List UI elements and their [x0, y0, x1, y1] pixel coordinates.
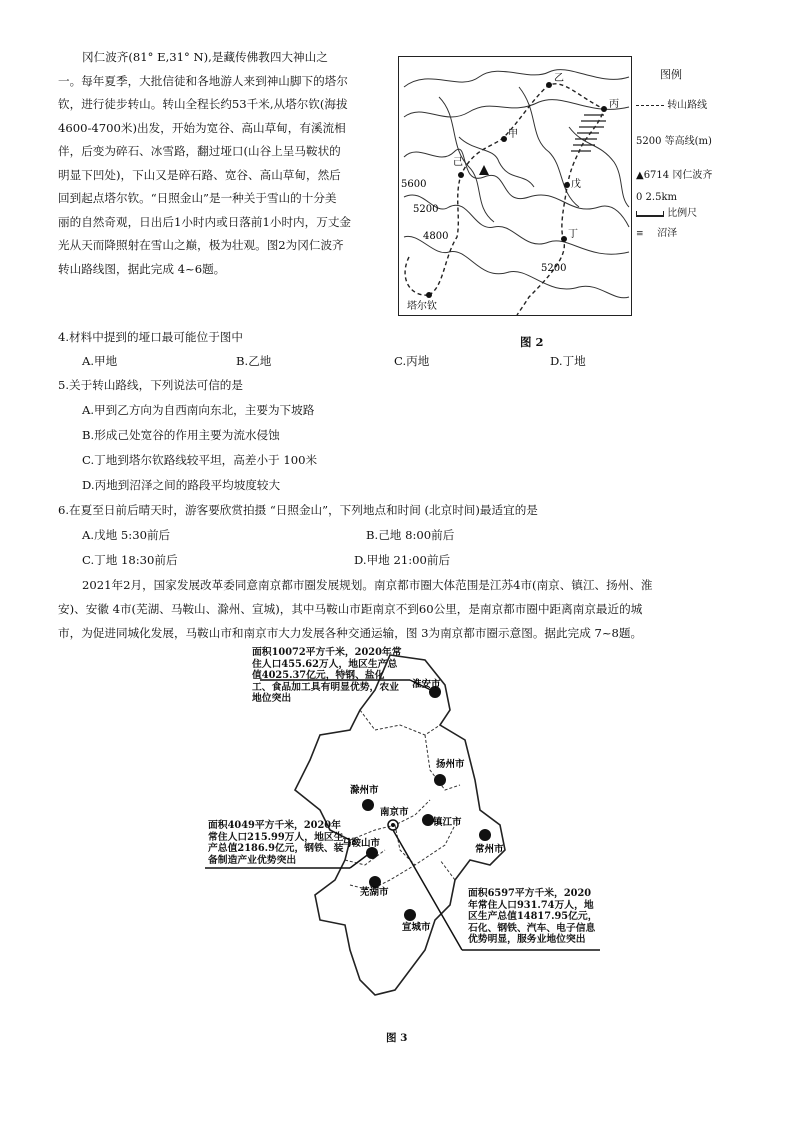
passage-line: 钦，进行徒步转山。转山全程长约53千米,从塔尔钦(海拔 [58, 97, 348, 111]
legend-route [636, 96, 707, 111]
contour-line [519, 87, 579, 207]
city-label-changzhou: 常州市 [475, 844, 504, 855]
contour-label: 5600 [401, 179, 427, 190]
city-dot-xuancheng [404, 909, 416, 921]
contour-line [404, 149, 629, 227]
contour-label: 5200 [541, 263, 567, 274]
legend-contour: 5200 等高线(m) [636, 136, 712, 147]
swamp-symbol [571, 115, 606, 151]
question-5-stem: 5.关于转山路线，下列说法可信的是 [58, 378, 243, 392]
legend-title: 图例 [660, 68, 682, 81]
pilgrimage-route [405, 84, 604, 315]
point-wu [564, 182, 570, 188]
point-ding [561, 236, 567, 242]
city-dot-yangzhou [434, 774, 446, 786]
q5-option-d: D.丙地到沼泽之间的路段平均坡度较大 [82, 478, 281, 492]
city-label-chuzhou: 滁州市 [350, 785, 379, 796]
nanjing-metro-map [200, 647, 600, 1030]
figure-3-caption: 图 3 [386, 1032, 408, 1044]
map-legend [636, 66, 766, 239]
point-ji [458, 172, 464, 178]
route-dash-icon [636, 105, 664, 106]
point-yi [546, 82, 552, 88]
city-label-yangzhou: 扬州市 [436, 759, 465, 770]
city-boundaries [345, 710, 460, 890]
q5-option-b: B.形成己处宽谷的作用主要为流水侵蚀 [82, 428, 280, 442]
city-label-huaian: 淮安市 [412, 679, 441, 690]
city-label-nanjing: 南京市 [380, 807, 409, 818]
passage-line: 丽的自然奇观，日出后1小时内或日落前1小时内，万丈金 [58, 214, 352, 229]
passage-line: 明显下凹处)，下山又是碎石路、宽谷、高山草甸，然后 [58, 167, 341, 182]
question-4-stem: 4.材料中提到的垭口最可能位于图中 [58, 330, 243, 344]
city-label-zhenjiang: 镇江市 [433, 817, 462, 828]
question-6-stem: 6.在夏至日前后晴天时，游客要欣赏拍摄 “日照金山”，下列地点和时间 (北京时间)最适宜的是 [58, 503, 538, 517]
passage-kailash [58, 46, 393, 281]
label-taerqin: 塔尔钦 [407, 301, 437, 312]
q4-option-a: A.甲地 [82, 354, 118, 368]
map-drawing [399, 57, 631, 315]
q6-option-d: D.甲地 21:00前后 [354, 553, 451, 567]
contour-line [404, 100, 629, 117]
contour-line [404, 70, 629, 87]
label-wu: 戊 [571, 179, 581, 190]
passage-line: 伴，后变为碎石、冰雪路，翻过垭口(山谷上呈马鞍状的 [58, 144, 341, 158]
point-jia [501, 136, 507, 142]
label-ji: 己 [453, 157, 463, 168]
contour-line [459, 137, 534, 187]
label-yi: 乙 [554, 73, 564, 84]
legend-peak: ▲6714 冈仁波齐 [636, 170, 713, 181]
q4-option-c: C.丙地 [394, 354, 430, 368]
swamp-icon: ≡ [636, 229, 643, 239]
passage-line: 转山路线图，据此完成 4~6题。 [58, 261, 226, 276]
q5-option-a: A.甲到乙方向为自西南向东北，主要为下坡路 [82, 403, 315, 417]
q4-option-d: D.丁地 [550, 354, 586, 368]
city-label-maanshan: 马鞍山市 [342, 838, 381, 849]
note-nanjing: 面积6597平方千米，2020年常住人口931.74万人，地区生产总值14817.95亿元，石化、钢铁、汽车、电子信息优势明显，服务业地位突出 [468, 888, 598, 945]
legend-swamp-label: 沼泽 [657, 228, 678, 239]
label-ding: 丁 [568, 229, 578, 240]
passage-line: 4600-4700米)出发，开始为宽谷、高山草甸，有溪流相 [58, 120, 346, 135]
q6-option-b: B.己地 8:00前后 [366, 528, 455, 542]
legend-scale [636, 204, 697, 219]
note-huaian: 面积10072平方千米，2020年常住人口455.62万人，地区生产总值4025.37亿元，特钢、盐化工、食品加工具有明显优势，农业地位突出 [252, 647, 402, 704]
point-taerqin [426, 292, 432, 298]
scale-bar-icon [636, 211, 664, 217]
kailash-route-map [398, 56, 632, 316]
contour-label: 4800 [423, 231, 449, 242]
contour-line [439, 97, 494, 222]
contour-label: 5200 [413, 204, 439, 215]
figure-2-caption: 图 2 [520, 335, 544, 349]
city-label-xuancheng: 宣城市 [402, 922, 431, 933]
label-bing: 丙 [609, 99, 619, 110]
peak-icon [479, 165, 489, 175]
passage-line: 光从天而降照射在雪山之巅，极为壮观。图2为冈仁波齐 [58, 238, 344, 252]
point-bing [601, 106, 607, 112]
passage-nanjing-line: 安)、安徽 4市(芜湖、马鞍山、滁州、宣城)，其中马鞍山市距南京不到60公里，是南京都市圈中距离南京最近的城 [58, 602, 643, 616]
q6-option-c: C.丁地 18:30前后 [82, 553, 178, 567]
q4-option-b: B.乙地 [236, 354, 272, 368]
city-label-wuhu: 芜湖市 [360, 887, 389, 898]
city-dot-changzhou [479, 829, 491, 841]
city-dot-nanjing-center [391, 823, 395, 827]
passage-nanjing-line: 市，为促进同城化发展，马鞍山市和南京市大力发展各种交通运输，图 3为南京都市圈示意图。据此完成 7~8题。 [58, 626, 643, 640]
city-dot-chuzhou [362, 799, 374, 811]
passage-line: 冈仁波齐(81° E,31° N),是藏传佛教四大神山之 [82, 50, 328, 64]
q6-option-a: A.戊地 5:30前后 [82, 528, 171, 542]
contour-line [404, 236, 629, 297]
passage-nanjing-line: 2021年2月，国家发展改革委同意南京都市圈发展规划。南京都市圈大体范围是江苏4市(南京、镇江、扬州、淮 [82, 578, 653, 592]
legend-scale-num: 0 2.5km [636, 192, 677, 203]
legend-swamp [636, 224, 677, 239]
q5-option-c: C.丁地到塔尔钦路线较平坦，高差小于 100米 [82, 453, 318, 467]
label-jia: 甲 [508, 129, 518, 140]
legend-route-label: 转山路线 [667, 100, 708, 111]
passage-line: 一。每年夏季，大批信徒和各地游人来到神山脚下的塔尔 [58, 73, 348, 88]
passage-line: 回到起点塔尔钦。“日照金山”是一种关于雪山的十分美 [58, 191, 337, 205]
legend-scale-label: 比例尺 [667, 208, 698, 219]
note-maanshan: 面积4049平方千米，2020年常住人口215.99万人，地区生产总值2186.9亿元，钢铁、装备制造产业优势突出 [208, 820, 344, 866]
